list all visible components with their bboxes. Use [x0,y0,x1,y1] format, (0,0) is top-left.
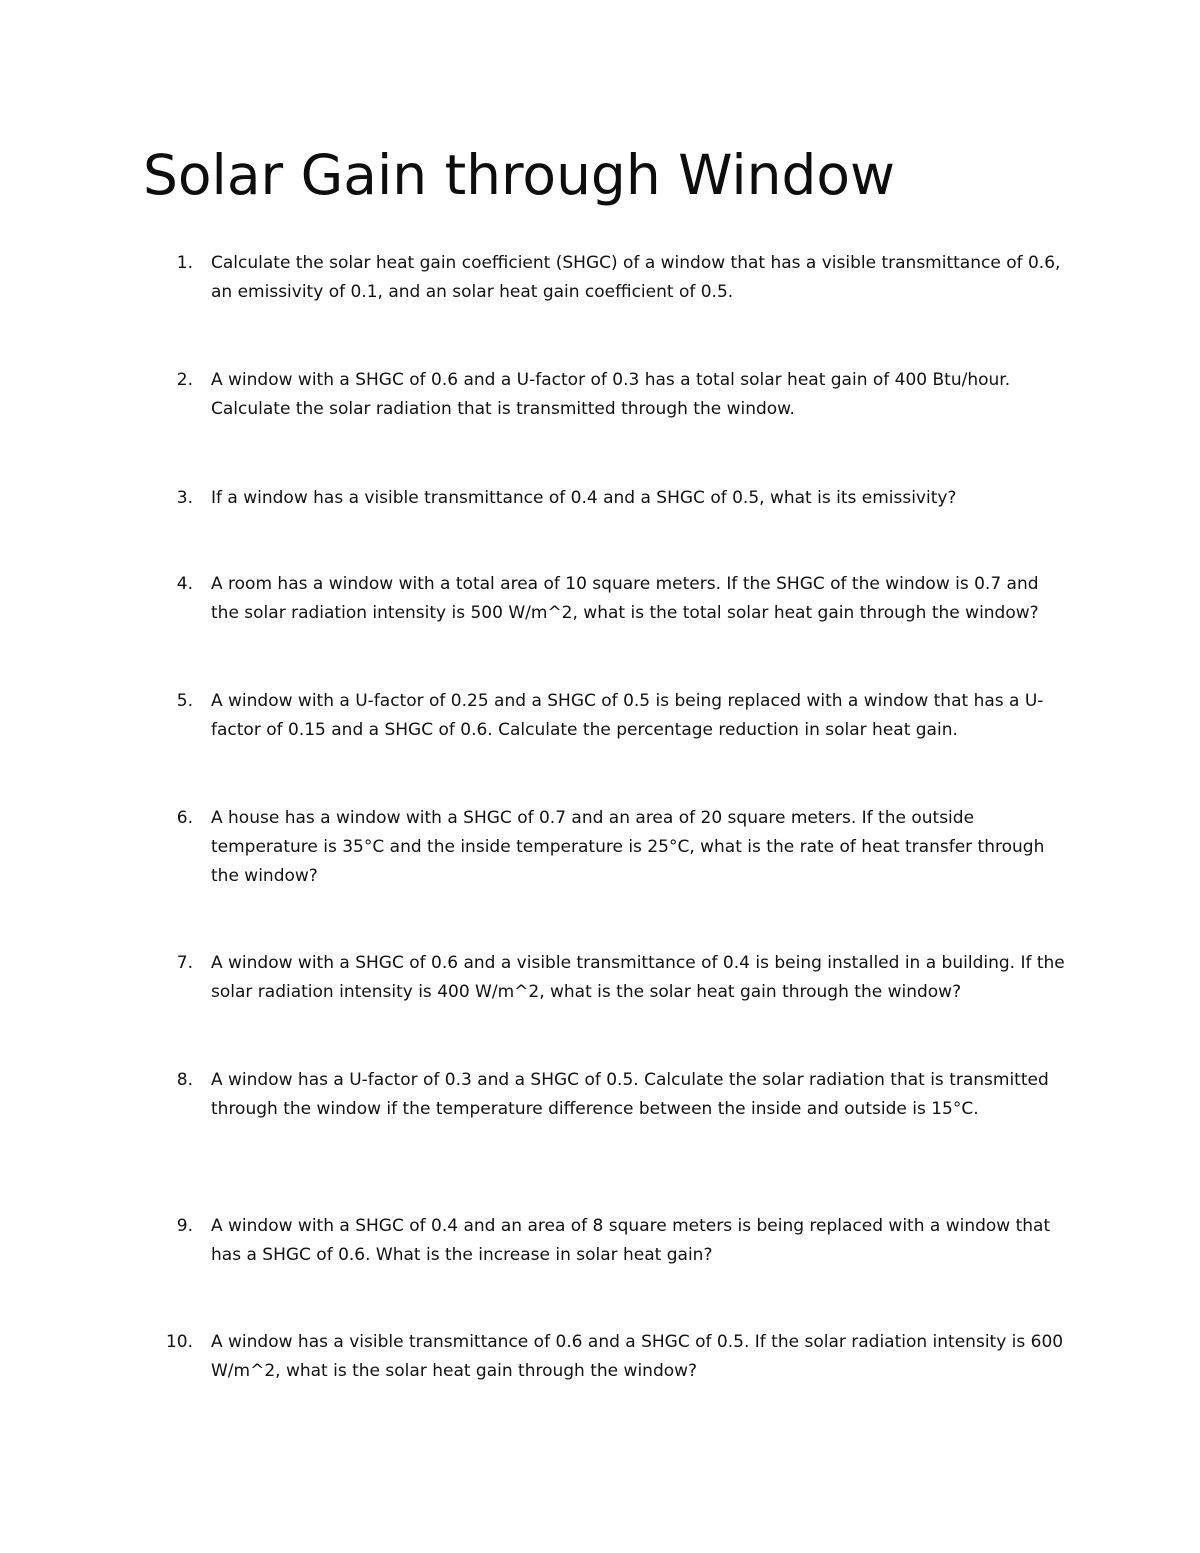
question-text: A window has a U-factor of 0.3 and a SHGC of 0.5. Calculate the solar radiation that is transmitted through the window if the temperature difference between the inside and outside is 15°C. [211,1070,1049,1119]
question-number: 4. [176,574,193,594]
question-text: Calculate the solar heat gain coefficient (SHGC) of a window that has a visible transmittance of 0.6, an emissivity of 0.1, and an solar heat gain coefficient of 0.5. [211,253,1061,302]
question-number: 9. [176,1216,193,1236]
question-number: 7. [176,953,193,973]
question-text: A window with a SHGC of 0.4 and an area of 8 square meters is being replaced with a window that has a SHGC of 0.6. What is the increase in solar heat gain? [211,1216,1051,1265]
question-number: 6. [176,808,193,828]
question-text: A window with a U-factor of 0.25 and a SHGC of 0.5 is being replaced with a window that has a U-factor of 0.15 and a SHGC of 0.6. Calculate the percentage reduction in solar heat gain. [211,691,1044,740]
question-number: 10. [165,1332,193,1352]
question-number: 3. [176,488,193,508]
question-text: A window has a visible transmittance of 0.6 and a SHGC of 0.5. If the solar radiation intensity is 600 W/m^2, what is the solar heat gain through the window? [211,1332,1064,1381]
question-text: A house has a window with a SHGC of 0.7 and an area of 20 square meters. If the outside temperature is 35°C and the inside temperature is 25°C, what is the rate of heat transfer through the window? [211,808,1045,886]
question-number: 2. [176,370,193,390]
question-number: 5. [176,691,193,711]
question-number: 1. [176,253,193,273]
question-number: 8. [176,1070,193,1090]
question-text: A window with a SHGC of 0.6 and a visible transmittance of 0.4 is being installed in a building. If the solar radiation intensity is 400 W/m^2, what is the solar heat gain through the window? [211,953,1065,1002]
document-title: Solar Gain through Window [143,143,896,207]
question-text: A window with a SHGC of 0.6 and a U-factor of 0.3 has a total solar heat gain of 400 Btu/hour. Calculate the solar radiation that is transmitted through the window. [211,370,1011,419]
question-text: If a window has a visible transmittance of 0.4 and a SHGC of 0.5, what is its emissivity? [211,488,957,508]
question-text: A room has a window with a total area of 10 square meters. If the SHGC of the window is 0.7 and the solar radiation intensity is 500 W/m^2, what is the total solar heat gain through the window? [211,574,1039,623]
